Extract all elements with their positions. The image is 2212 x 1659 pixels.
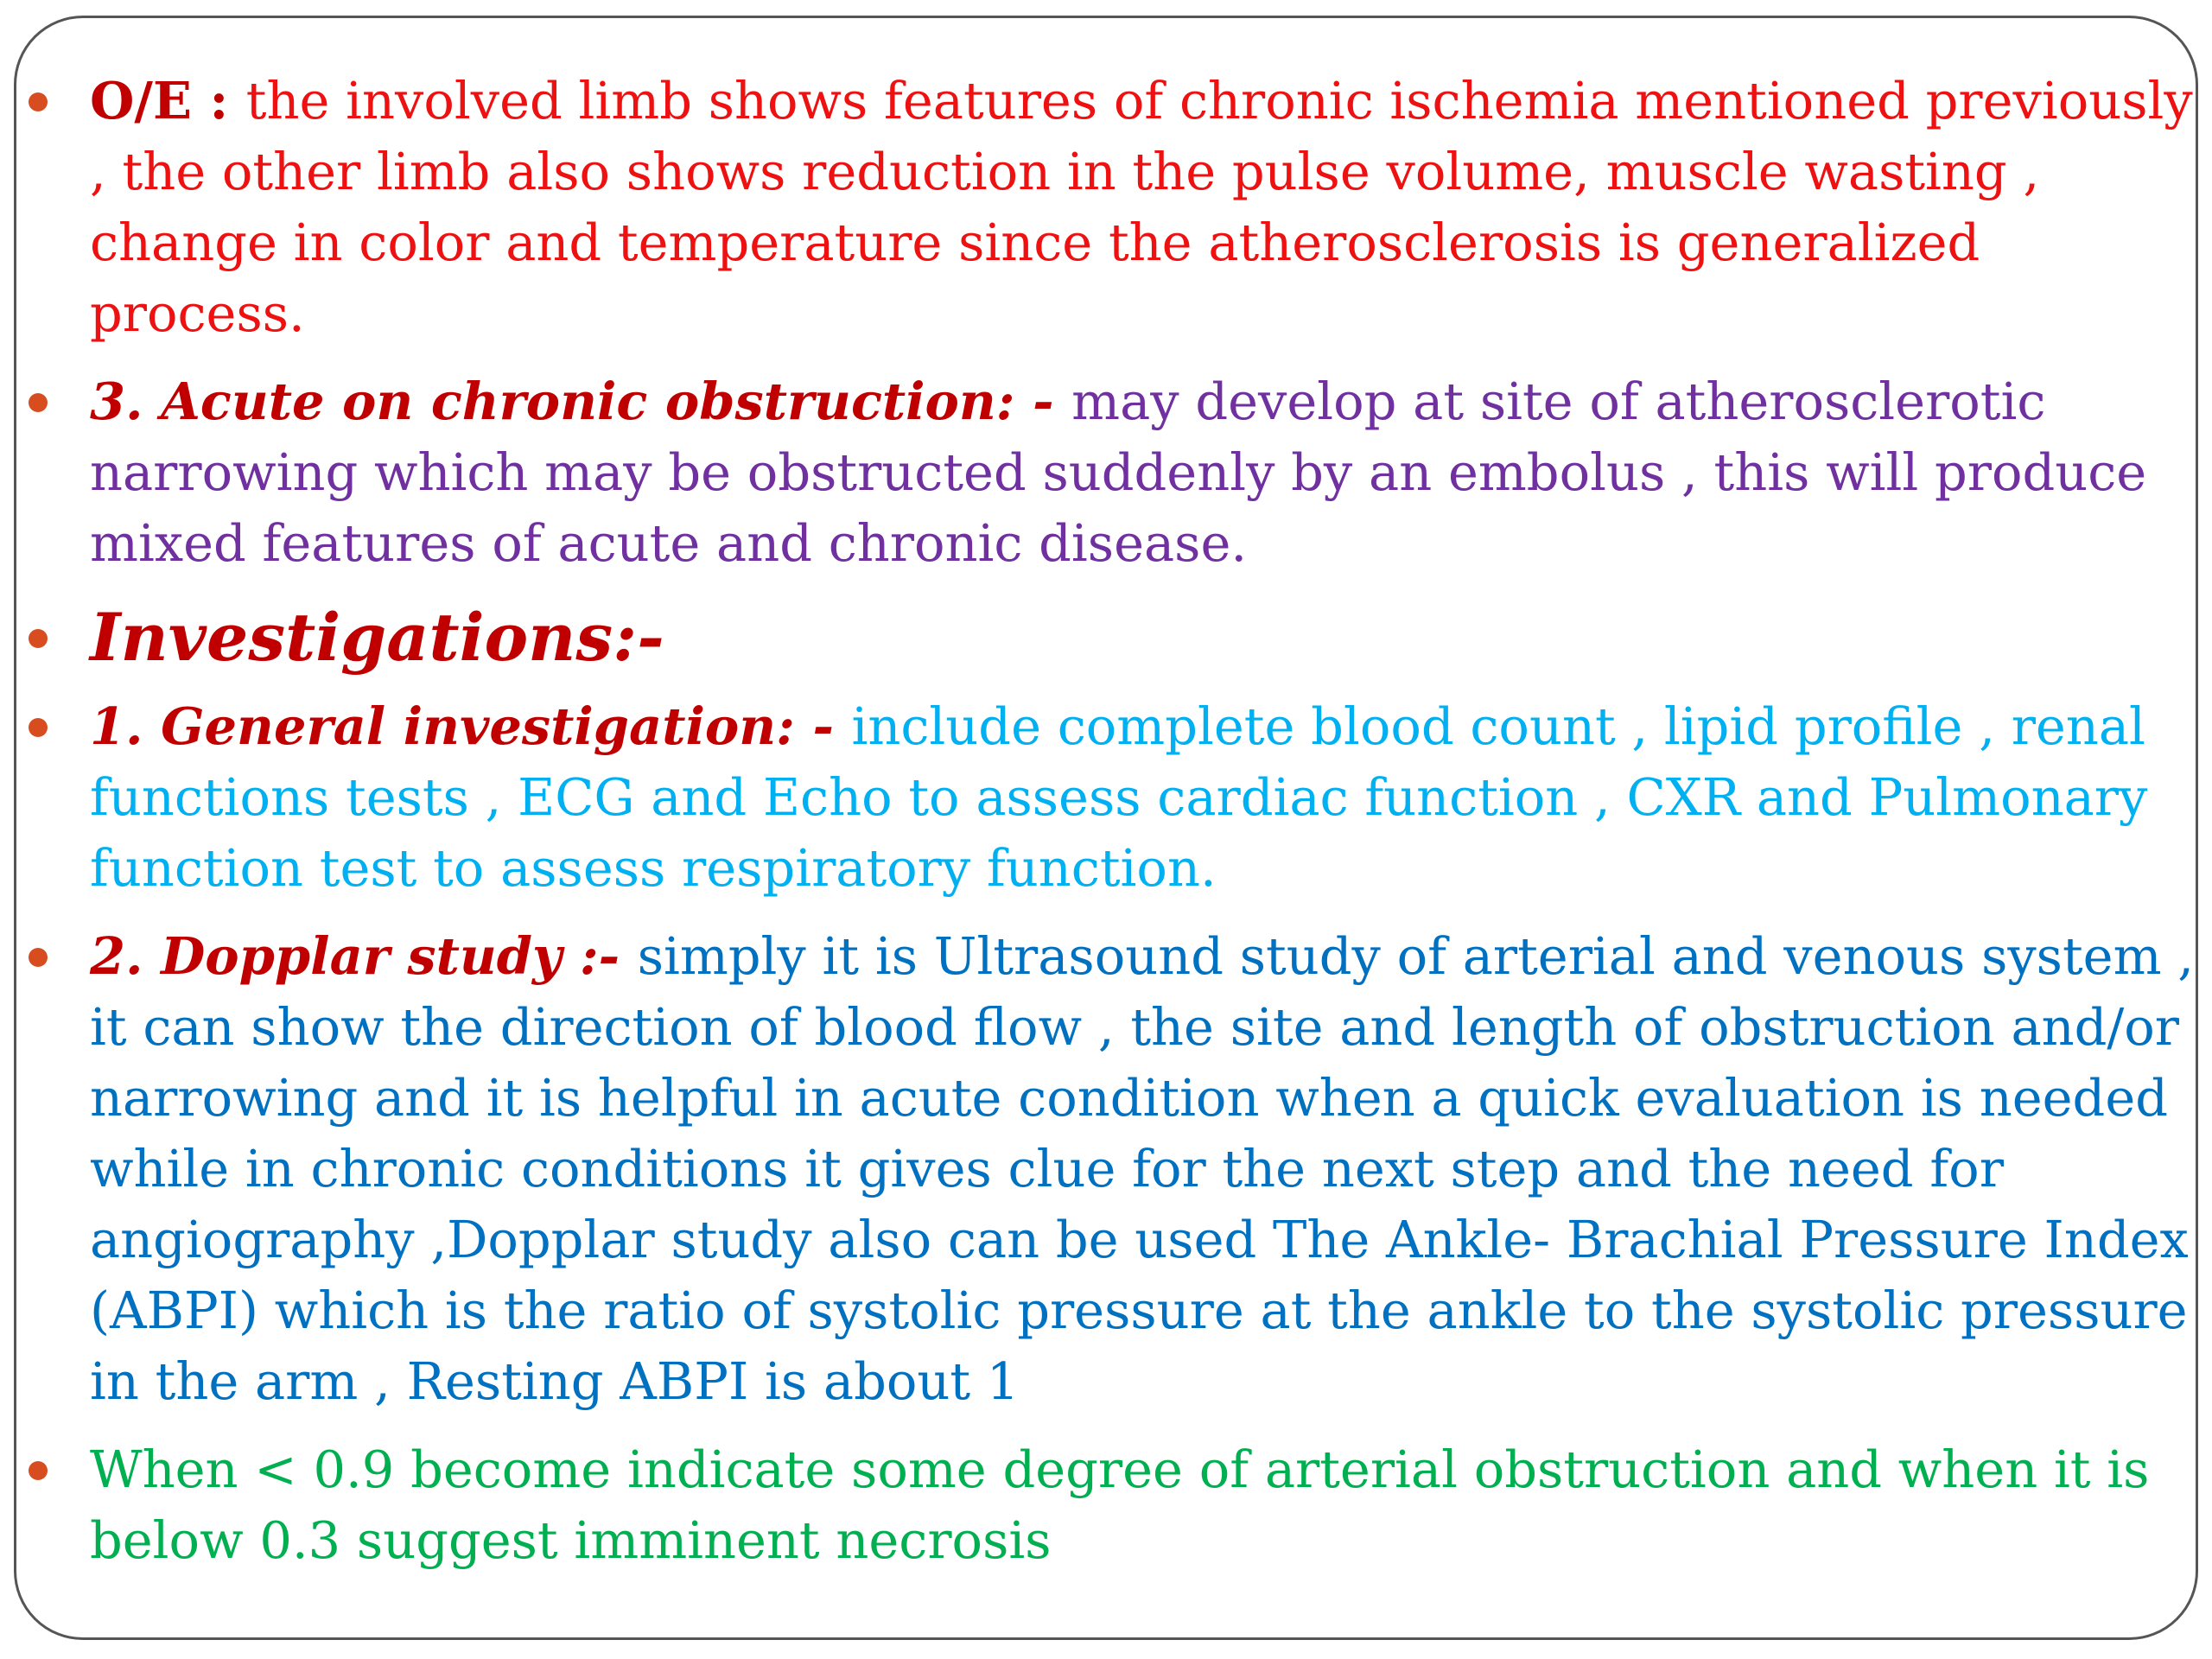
bullet-text: simply it is Ultrasound study of arterial and venous system , it can show the direction of blood flow , the site and length of obstruction and/or narrowing and it is helpful in acute condition when a quick evaluation is needed while in chronic conditions it gives clue for the next step and the need for angiography ,Dopplar study also can be used The Ankle- Brachial Pressure Index (ABPI) which is the ratio of systolic pressure at the ankle to the systolic pressure in the arm , Resting ABPI is about 1	[90, 926, 2195, 1411]
section-heading: Investigations:-	[90, 599, 664, 676]
bullet-examination	[0, 66, 2199, 349]
bullet-dot-icon	[29, 393, 48, 412]
bullet-lead: O/E :	[90, 71, 246, 130]
bullet-dot-icon	[29, 92, 48, 111]
bullet-dot-icon	[29, 629, 48, 648]
bullet-acute-on-chronic	[0, 366, 2199, 579]
bullet-doppler-study	[0, 921, 2199, 1417]
bullet-investigations-heading	[0, 596, 2199, 679]
bullet-text: may develop at site of atherosclerotic narrowing which may be obstructed suddenly by an embolus , this will produce mixed features of acute and chronic disease.	[90, 372, 2147, 573]
bullet-abpi-thresholds	[0, 1434, 2199, 1576]
bullet-lead: 2. Dopplar study :-	[90, 926, 638, 986]
bullet-lead: 3. Acute on chronic obstruction: -	[90, 372, 1072, 431]
bullet-list	[0, 66, 2199, 1593]
bullet-dot-icon	[29, 948, 48, 967]
bullet-lead: 1. General investigation: -	[90, 696, 852, 756]
bullet-text: When < 0.9 become indicate some degree of arterial obstruction and when it is below 0.3 suggest imminent necrosis	[90, 1440, 2150, 1570]
bullet-text: include complete blood count , lipid profile , renal functions tests , ECG and Echo to assess cardiac function , CXR and Pulmonary function test to assess respiratory function.	[90, 696, 2148, 898]
bullet-dot-icon	[29, 1461, 48, 1480]
bullet-general-investigation	[0, 691, 2199, 904]
bullet-text: the involved limb shows features of chronic ischemia mentioned previously , the other limb also shows reduction in the pulse volume, muscle wasting , change in color and temperature since the atherosclerosis is generalized process.	[90, 71, 2193, 343]
bullet-dot-icon	[29, 718, 48, 737]
